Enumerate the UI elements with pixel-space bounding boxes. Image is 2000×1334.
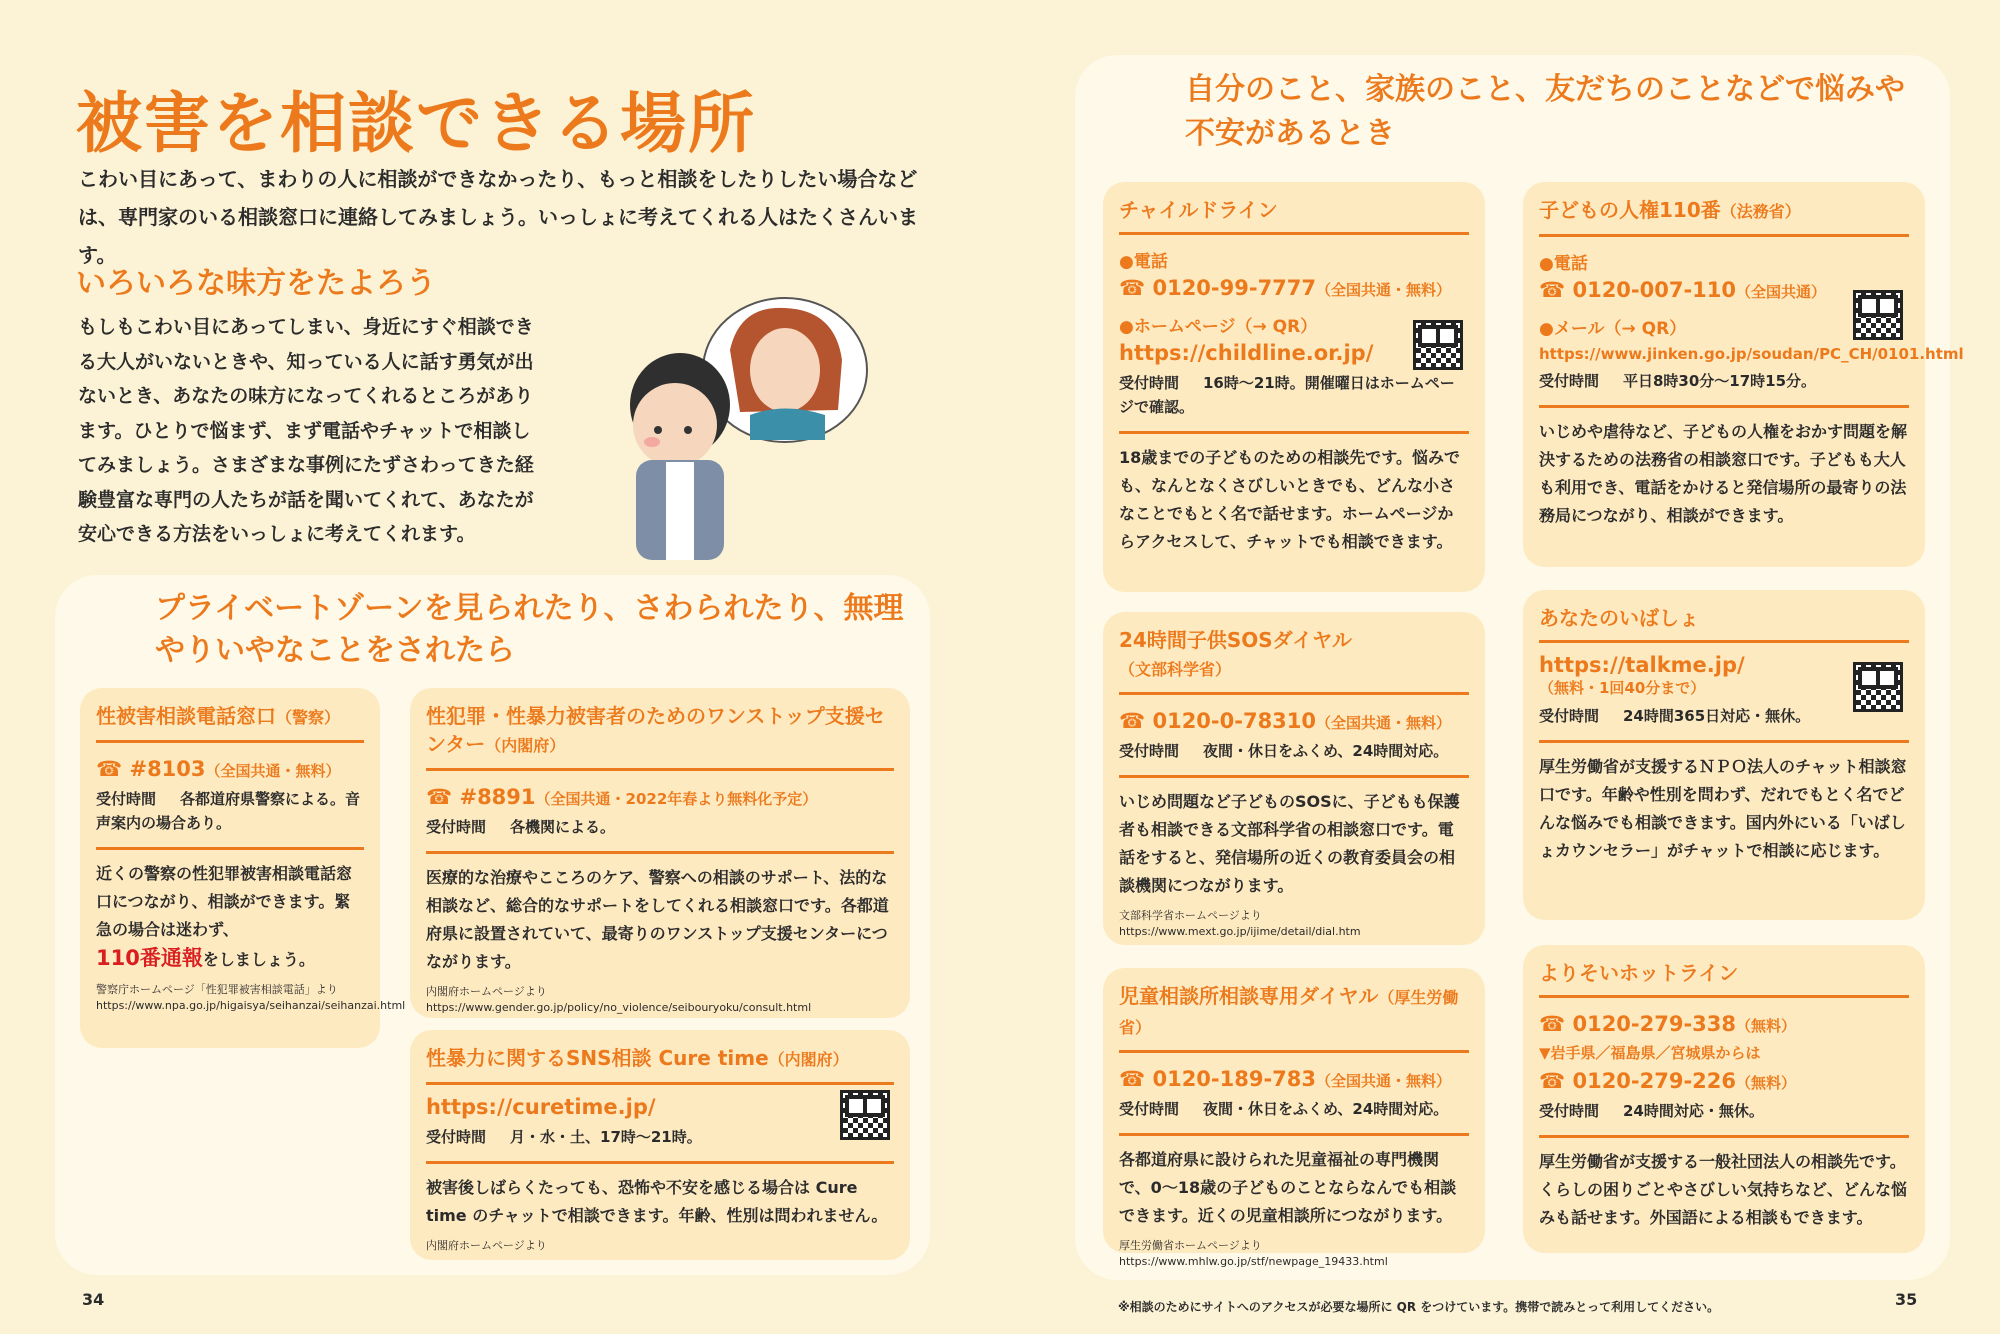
card-child-rights	[1523, 182, 1964, 567]
reception-hours: 受付時間 夜間・休日をふくめ、24時間対応。	[1119, 1100, 1449, 1118]
card-title: 24時間子供SOSダイヤル （文部科学省）	[1119, 626, 1469, 695]
emergency-110: 110番通報	[96, 946, 203, 970]
card-title: 子どもの人権110番（法務省）	[1539, 196, 1909, 237]
region-note: ▼岩手県／福島県／宮城県からは	[1539, 1044, 1761, 1062]
card-sos-dial	[1103, 612, 1485, 945]
source-link[interactable]: https://www.npa.go.jp/higaisya/seihanzai/seihanzai.html	[96, 999, 406, 1012]
child-phone-illustration	[580, 290, 870, 560]
card-yorisoi-hotline	[1523, 945, 1925, 1253]
reception-hours: 受付時間 平日8時30分〜17時15分。	[1539, 372, 1817, 390]
reception-hours: 受付時間 夜間・休日をふくめ、24時間対応。	[1119, 742, 1449, 760]
card-description: いじめ問題など子どものSOSに、子どもも保護者も相談できる文部科学省の相談窓口です。電話をすると、発信場所の近くの教育委員会の相談機関につながります。	[1119, 792, 1460, 895]
card-title: 性暴力に関するSNS相談 Cure time（内閣府）	[426, 1044, 894, 1085]
card-description: 近くの警察の性犯罪被害相談電話窓口につながり、相談ができます。緊急の場合は迷わず、 110番通報をしましょう。	[96, 864, 353, 970]
card-title: 児童相談所相談専用ダイヤル（厚生労働省）	[1119, 982, 1469, 1053]
card-title: よりそいホットライン	[1539, 959, 1909, 998]
ibasho-link[interactable]: https://talkme.jp/	[1539, 653, 1745, 677]
divider	[1539, 740, 1909, 743]
phone-label: ●電話	[1119, 252, 1168, 272]
card-onestop-center	[410, 688, 910, 1018]
card-childline	[1103, 182, 1485, 592]
reception-hours: 受付時間 24時間365日対応・無休。	[1539, 707, 1811, 725]
phone-number[interactable]: ☎ #8103（全国共通・無料）	[96, 757, 341, 781]
card-description: 厚生労働省が支援する一般社団法人の相談先です。くらしの困りごとやさびしい気持ちなど、どんな悩みも話せます。外国語による相談もできます。	[1539, 1152, 1908, 1227]
section-heading: いろいろな味方をたよろう	[76, 266, 436, 301]
phone-number-2[interactable]: ☎ 0120-279-226（無料）	[1539, 1069, 1797, 1093]
source-note: 厚生労働省ホームページより https://www.mhlw.go.jp/stf/newpage_19433.html	[1119, 1238, 1469, 1270]
section-body: もしもこわい目にあってしまい、身近にすぐ相談できる大人がいないときや、知っている人に話す勇気が出ないとき、あなたの味方になってくれるところがあります。ひとりで悩まず、まず電話やチャットで相談してみましょう。さまざまな事例にたずさわってきた経験豊富な専門の人たちが話を聞いてくれて、あなたが安心できる方法をいっしょに考えてくれます。	[78, 316, 534, 545]
reception-hours: 受付時間 各機関による。	[426, 818, 616, 836]
divider	[1119, 1133, 1469, 1136]
reception-hours: 受付時間 16時〜21時。開催曜日はホームページで確認。	[1119, 374, 1455, 416]
divider	[426, 1161, 894, 1164]
qr-code-icon[interactable]	[1853, 662, 1903, 712]
card-title: 性被害相談電話窓口（警察）	[96, 702, 364, 743]
card-description: 被害後しばらくたっても、恐怖や不安を感じる場合は Cure time のチャットで相談できます。年齢、性別は問われません。	[426, 1178, 888, 1225]
left-panel-heading: プライベートゾーンを見られたり、さわられたり、無理やりいやなことをされたら	[155, 591, 904, 668]
reception-hours: 受付時間 各都道府県警察による。音声案内の場合あり。	[96, 790, 361, 832]
divider	[1119, 431, 1469, 434]
card-child-guidance	[1103, 968, 1485, 1268]
source-note: 文部科学省ホームページより https://www.mext.go.jp/ijime/detail/dial.htm	[1119, 908, 1469, 940]
qr-code-icon[interactable]	[1413, 320, 1463, 370]
source-note: 内閣府ホームページより	[426, 1239, 547, 1252]
card-title: あなたのいばしょ	[1539, 604, 1909, 643]
childline-link[interactable]: https://childline.or.jp/	[1119, 341, 1374, 365]
right-panel-heading: 自分のこと、家族のこと、友だちのことなどで悩みや不安があるとき	[1185, 72, 1905, 151]
card-title: チャイルドライン	[1119, 196, 1469, 235]
divider	[1539, 405, 1909, 408]
phone-number[interactable]: ☎ 0120-007-110（全国共通）	[1539, 278, 1827, 302]
card-title: 性犯罪・性暴力被害者のためのワンストップ支援センター（内閣府）	[426, 702, 894, 771]
phone-number[interactable]: ☎ 0120-0-78310（全国共通・無料）	[1119, 709, 1452, 733]
source-link[interactable]: https://www.gender.go.jp/policy/no_violence/seibouryoku/consult.html	[426, 1001, 812, 1014]
intro-text: こわい目にあって、まわりの人に相談ができなかったり、もっと相談をしたりしたい場合などは、専門家のいる相談窓口に連絡してみましょう。いっしょに考えてくれる人はたくさんいます。	[78, 167, 918, 267]
card-description: 18歳までの子どものための相談先です。悩みでも、なんとなくさびしいときでも、どんな小さなことでもとく名で話せます。ホームページからアクセスして、チャットでも相談できます。	[1119, 448, 1460, 551]
divider	[96, 847, 364, 850]
card-anata-no-ibasho	[1523, 590, 1925, 920]
card-curetime	[410, 1030, 910, 1260]
card-description: いじめや虐待など、子どもの人権をおかす問題を解決するための法務省の相談窓口です。子どもも大人も利用でき、電話をかけると発信場所の最寄りの法務局につながり、相談ができます。	[1539, 422, 1908, 525]
card-description: 厚生労働省が支援するＮＰＯ法人のチャット相談窓口です。年齢や性別を問わず、だれでもとく名でどんな悩みでも相談できます。国内外にいる「いばしょカウンセラー」がチャットで相談に応じます。	[1539, 757, 1907, 860]
qr-code-icon[interactable]	[1853, 290, 1903, 340]
phone-label: ●電話	[1539, 254, 1588, 274]
reception-hours: 受付時間 24時間対応・無休。	[1539, 1102, 1764, 1120]
phone-number[interactable]: ☎ 0120-279-338（無料）	[1539, 1012, 1797, 1036]
qr-footnote: ※相談のためにサイトへのアクセスが必要な場所に QR をつけています。携帯で読みとって利用してください。	[1118, 1300, 1720, 1314]
divider	[1539, 1135, 1909, 1138]
usage-note: （無料・1回40分まで）	[1539, 679, 1706, 697]
source-link[interactable]: https://www.mhlw.go.jp/stf/newpage_19433.html	[1119, 1255, 1388, 1268]
web-label: ●ホームページ（→ QR）	[1119, 317, 1318, 337]
page-title: 被害を相談できる場所	[76, 85, 756, 162]
mail-label: ●メール（→ QR）	[1539, 319, 1687, 339]
page-number-left: 34	[82, 1290, 105, 1309]
divider	[426, 851, 894, 854]
divider	[1119, 775, 1469, 778]
card-description: 医療的な治療やこころのケア、警察への相談のサポート、法的な相談など、総合的なサポートをしてくれる相談窓口です。各都道府県に設置されていて、最寄りのワンストップ支援センターにつながります。	[426, 868, 889, 971]
curetime-link[interactable]: https://curetime.jp/	[426, 1095, 656, 1119]
phone-number[interactable]: ☎ 0120-189-783（全国共通・無料）	[1119, 1067, 1452, 1091]
page-number-right: 35	[1895, 1290, 1918, 1309]
source-link[interactable]: https://www.mext.go.jp/ijime/detail/dial.htm	[1119, 925, 1361, 938]
jinken-link[interactable]: https://www.jinken.go.jp/soudan/PC_CH/0101.html	[1539, 345, 1964, 363]
phone-number[interactable]: ☎ #8891（全国共通・2022年春より無料化予定）	[426, 785, 818, 809]
card-police-hotline	[80, 688, 406, 1048]
source-note: 警察庁ホームページ「性犯罪被害相談電話」より https://www.npa.go.jp/higaisya/seihanzai/seihanzai.html	[96, 983, 406, 1012]
source-note: 内閣府ホームページより https://www.gender.go.jp/policy/no_violence/seibouryoku/consult.html	[426, 984, 894, 1016]
card-description: 各都道府県に設けられた児童福祉の専門機関で、0〜18歳の子どものことならなんでも相談できます。近くの児童相談所につながります。	[1119, 1150, 1457, 1225]
qr-code-icon[interactable]	[840, 1090, 890, 1140]
phone-number[interactable]: ☎ 0120-99-7777（全国共通・無料）	[1119, 276, 1452, 300]
reception-hours: 受付時間 月・水・土、17時〜21時。	[426, 1128, 702, 1146]
